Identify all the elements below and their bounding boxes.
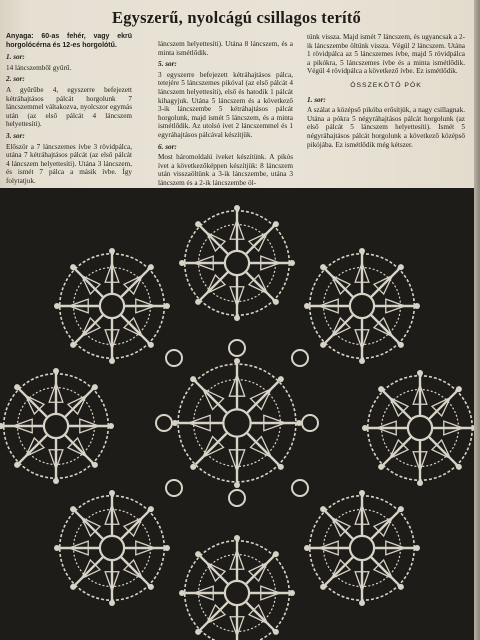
left-paragraph-sor: 2. sor: xyxy=(6,75,25,84)
page-edge-shadow xyxy=(474,0,480,640)
middle-paragraph-sor: 5. sor: xyxy=(158,60,177,69)
crochet-doily-photo xyxy=(0,188,474,640)
page-title: Egyszerű, nyolcágú csillagos terítő xyxy=(112,8,361,27)
right-paragraph-p: tünk vissza. Majd ismét 7 láncszem, és ugyancsak a 2-ik láncszembe öltünk vissza. Végül 2 láncszem. Utána 1 rövidpálca az 5 láncszemes ívbe, majd 5 rövidpálca a pikókra, 5 láncszemes ívbe és a minta ismétlődik. Végül 4 rövidpálca a következő ívbe. Ez ismétlődik. xyxy=(307,33,465,76)
middle-paragraph-p: Most háromoldalú íveket készítünk. A pikós ívet a következőképpen készítjük: 8 láncszem után visszaöltünk a 3-ik láncszembe, utána 3 láncszem és a 2-ik láncszembe öl- xyxy=(158,153,293,187)
middle-paragraph-p: láncszem helyettesíti). Utána 8 láncszem, és a minta ismétlődik. xyxy=(158,40,293,57)
doily-illustration xyxy=(0,188,474,640)
text-column-right xyxy=(307,33,465,151)
text-column-middle xyxy=(158,40,293,190)
right-paragraph-sor: 1. sor: xyxy=(307,95,326,104)
right-paragraph-p: A szálat a középső pikóba erősítjük, a nagy csillagnak. Utána a pókra 5 négyráhajtásos pálcát horgolunk (az első pálcát 5 láncszem helyettesíti). Ismét 5 négyráhajtásos pálcát horgolunk a következő középső pikójába. Ez ismétlődik még kétszer. xyxy=(307,106,465,149)
left-paragraph-sor: 1. sor: xyxy=(6,53,25,62)
middle-paragraph-p: 3 egyszerre befejezett kétráhajtásos pálca, tetejére 5 láncszemes pikóval (az első pálcát 4 láncszem helyettesíti), első és hatodik 1 pálcát kihagyjuk. Utána 5 láncszem és a következő 3-ik láncszembe 5 kétráhajtásos pálcát horgolunk, majd ismét 5 láncszem, és a minta ismétlődik. Az utolsó ívet 2 láncszemmel és 1 egyráhajtásos pálcával készítjük. xyxy=(158,70,293,139)
middle-paragraph-sor: 6. sor: xyxy=(158,142,177,151)
left-paragraph-intro: Anyaga: 60-as fehér, vagy ekrü horgolócérna és 12-es horgolótű. xyxy=(6,33,132,49)
left-paragraph-sor: 3. sor: xyxy=(6,131,25,140)
left-paragraph-p: 14 láncszemből gyűrű. xyxy=(6,63,72,72)
right-paragraph-subhead: ÖSSZEKÖTŐ PÓK xyxy=(350,81,422,89)
left-paragraph-p: A gyűrűbe 4, egyszerre befejezett kétráhajtásos pálcát horgolunk 7 láncszemmel váltakozva, nyolcszor egymás után (az első pálcát 4 láncszem helyettesíti). xyxy=(6,85,132,129)
left-paragraph-p: Először a 7 láncszemes ívbe 3 rövidpálca, utána 7 kétráhajtásos pálcát (az első pálcát 4 láncszem helyettesíti). Utána 3 láncszem, és ismét 7 pálca a másik ívbe. Így folytatjuk. xyxy=(6,142,132,185)
